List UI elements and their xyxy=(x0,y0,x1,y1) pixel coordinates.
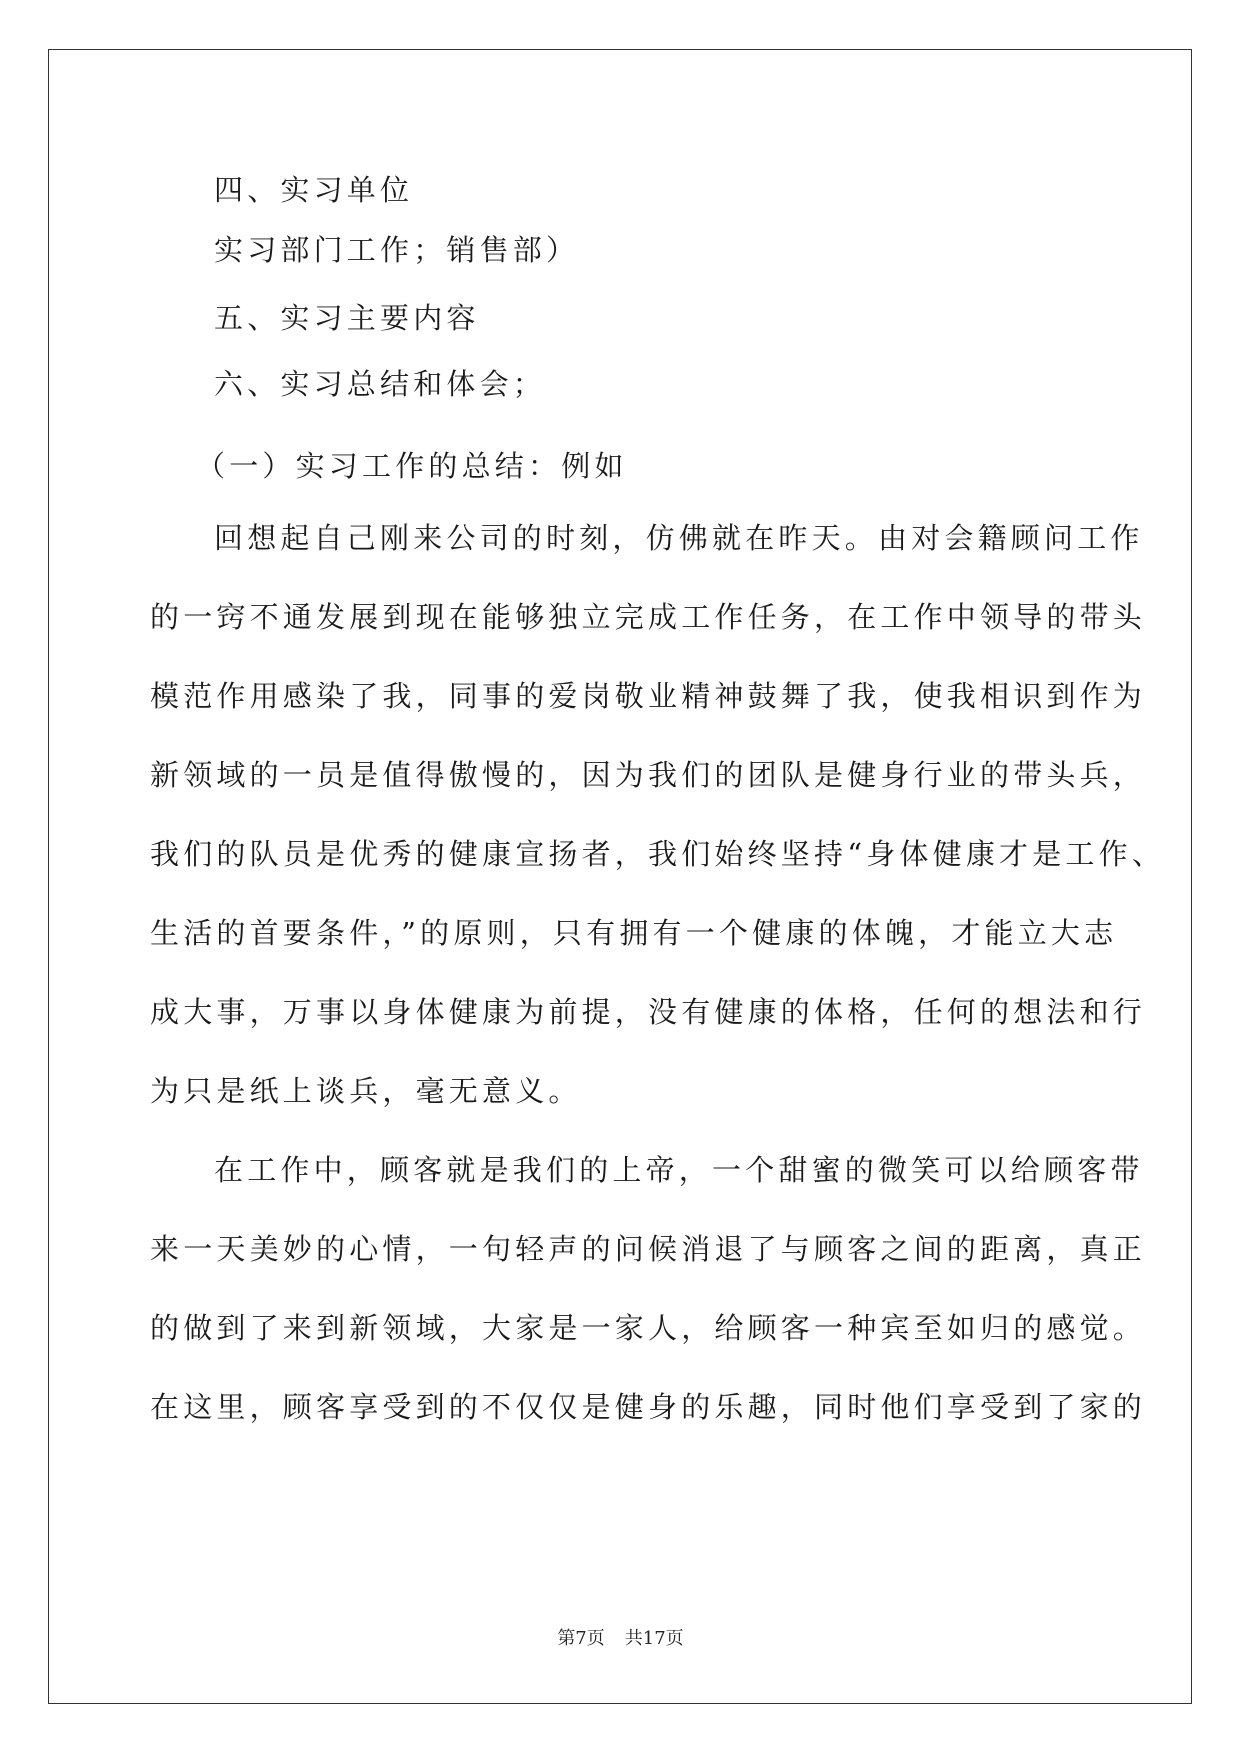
page-number: 第7页 xyxy=(557,1628,605,1649)
paragraph-line: 新领域的一员是值得傲慢的，因为我们的团队是健身行业的带头兵， xyxy=(150,758,1147,792)
subheading-work-summary: （一）实习工作的总结：例如 xyxy=(196,449,628,483)
heading-summary: 六、实习总结和体会； xyxy=(214,367,547,401)
paragraph-line: 来一天美妙的心情，一句轻声的问候消退了与顾客之间的距离，真正 xyxy=(150,1232,1147,1266)
paragraph-line: 的做到了来到新领域，大家是一家人，给顾客一种宾至如归的感觉。 xyxy=(150,1311,1147,1345)
page-footer xyxy=(0,1627,1241,1651)
text-department: 实习部门工作；销售部） xyxy=(214,233,580,267)
paragraph-line: 模范作用感染了我，同事的爱岗敬业精神鼓舞了我，使我相识到作为 xyxy=(150,679,1147,713)
paragraph-line: 在这里，顾客享受到的不仅仅是健身的乐趣，同时他们享受到了家的 xyxy=(150,1390,1147,1424)
paragraph-line: 在工作中，顾客就是我们的上帝，一个甜蜜的微笑可以给顾客带 xyxy=(214,1153,1144,1187)
paragraph-line: 回想起自己刚来公司的时刻，仿佛就在昨天。由对会籍顾问工作 xyxy=(214,521,1144,555)
paragraph-line: 我们的队员是优秀的健康宣扬者，我们始终坚持“身体健康才是工作、 xyxy=(150,837,1166,871)
paragraph-line: 成大事，万事以身体健康为前提，没有健康的体格，任何的想法和行 xyxy=(150,995,1147,1029)
paragraph-line: 的一窍不通发展到现在能够独立完成工作任务，在工作中领导的带头 xyxy=(150,600,1147,634)
heading-main-content: 五、实习主要内容 xyxy=(214,301,480,335)
page-total: 共17页 xyxy=(624,1628,684,1649)
heading-internship-unit: 四、实习单位 xyxy=(214,173,414,207)
paragraph-line: 为只是纸上谈兵，毫无意义。 xyxy=(150,1074,582,1108)
paragraph-line: 生活的首要条件，”的原则，只有拥有一个健康的体魄，才能立大志 xyxy=(150,916,1118,950)
